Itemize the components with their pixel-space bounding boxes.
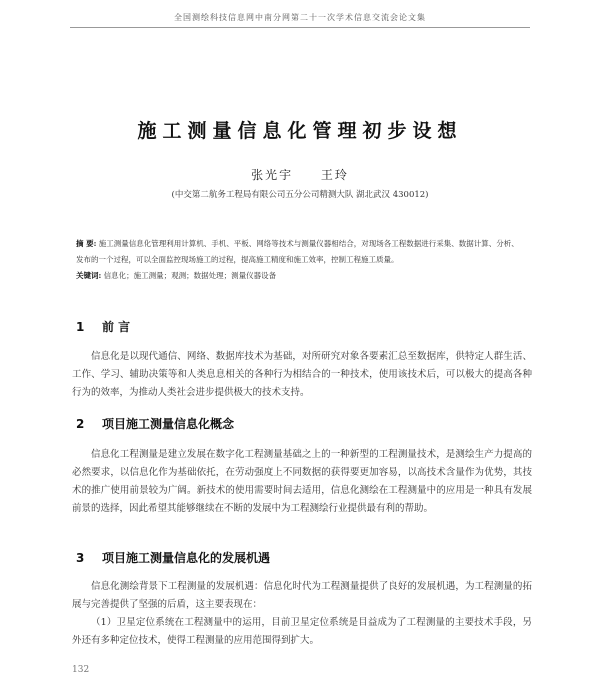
- section-heading: [76, 318, 130, 335]
- abstract-text: 施工测量信息化管理利用计算机、手机、平板、网络等技术与测量仪器相结合，对现场各工程数据进行采集、数据计算、分析、发布的一个过程，可以全面监控现场施工的过程，提高施工精度和施工效率，控制工程施工质量。: [76, 239, 519, 264]
- author-affiliation: (中交第二航务工程局有限公司五分公司精测大队 湖北武汉 430012): [171, 190, 429, 200]
- section-number: 1: [76, 320, 85, 334]
- keywords-text: 信息化；施工测量；观测；数据处理；测量仪器设备: [103, 271, 277, 280]
- header-divider: [70, 27, 530, 28]
- section-paragraph: 信息化工程测量是建立发展在数字化工程测量基础之上的一种新型的工程测量技术，是测绘生产力提高的必然要求，以信息化作为基础依托，在劳动强度上不同数据的获得要更加容易，以高技术含量作为优势，其技术的推广使用前景较为广阔。新技术的使用需要时间去适用，信息化测绘在工程测量中的应用是一种具有发展前景的选择，因此希望其能够继续在不断的发展中为工程测绘行业提供最有利的帮助。: [72, 449, 532, 514]
- abstract-label: 摘 要:: [76, 239, 97, 248]
- abstract: [76, 236, 524, 268]
- abstract-block: [76, 236, 524, 284]
- section-paragraph: （1）卫星定位系统在工程测量中的运用，目前卫星定位系统是目益成为了工程测量的主要技术手段，另外还有多种定位技术，使得工程测量的应用范围得到扩大。: [72, 617, 532, 646]
- section-number: 2: [76, 417, 85, 431]
- section-title: 项目施工测量信息化概念: [102, 417, 235, 431]
- keywords: [76, 268, 524, 284]
- running-header: 全国测绘科技信息网中南分网第二十一次学术信息交流会论文集: [174, 13, 426, 22]
- section-heading: [76, 415, 234, 432]
- section-paragraph: 信息化是以现代通信、网络、数据库技术为基础，对所研究对象各要素汇总至数据库，供特定人群生活、工作、学习、辅助决策等和人类息息相关的各种行为相结合的一种技术，使用该技术后，可以极大的提高各种行为的效率，为推动人类社会进步提供极大的技术支持。: [72, 351, 532, 398]
- section-paragraph: 信息化测绘背景下工程测量的发展机遇：信息化时代为工程测量提供了良好的发展机遇，为工程测量的拓展与完善提供了坚强的后盾，这主要表现在：: [72, 581, 532, 610]
- section-heading: [76, 549, 270, 566]
- page-number: 132: [72, 665, 90, 675]
- author-list: [0, 166, 600, 183]
- author-name: 王玲: [320, 168, 349, 182]
- author-name: 张光宇: [251, 168, 294, 182]
- keywords-label: 关键词:: [76, 271, 102, 280]
- section-number: 3: [76, 551, 85, 565]
- section-title: 前 言: [102, 320, 131, 334]
- section-title: 项目施工测量信息化的发展机遇: [102, 551, 271, 565]
- paper-title: 施工测量信息化管理初步设想: [137, 120, 463, 142]
